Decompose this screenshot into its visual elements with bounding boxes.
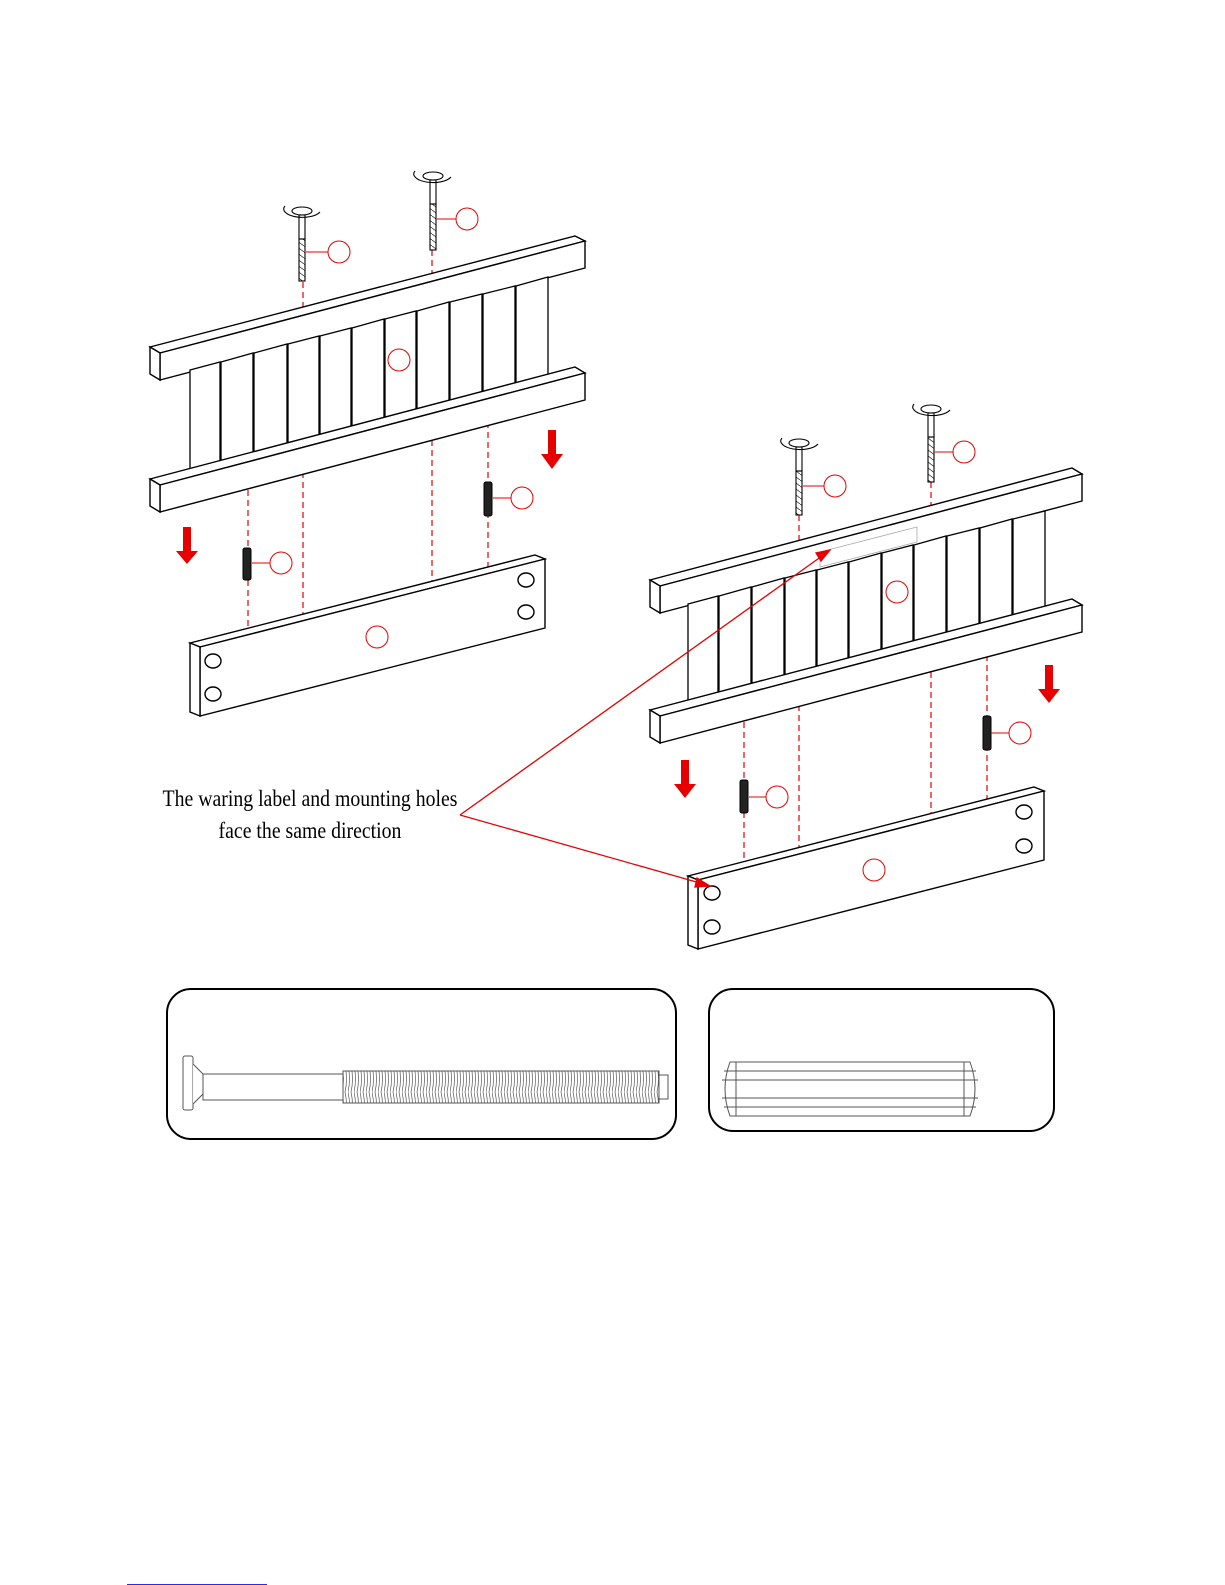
right-bolt-1 [781,438,818,515]
left-bolt-2 [414,171,451,250]
left-dowel-1 [243,548,251,580]
right-dowel-2 [983,716,991,750]
right-assembly [650,404,1082,949]
dowel-icon [722,1062,978,1116]
left-bolt-1 [284,206,320,281]
left-assembly [150,171,585,716]
instruction-note-line2: face the same direction [218,818,402,843]
left-dowel-2 [484,482,492,516]
footer-link-underline[interactable] [127,1572,267,1585]
dowel-detail-box [709,989,1054,1131]
instruction-note [155,783,465,847]
instruction-note-line1: The waring label and mounting holes [162,786,458,811]
right-dowel-1 [740,780,748,813]
bolt-detail-box [167,989,676,1139]
right-bolt-2 [913,404,950,482]
